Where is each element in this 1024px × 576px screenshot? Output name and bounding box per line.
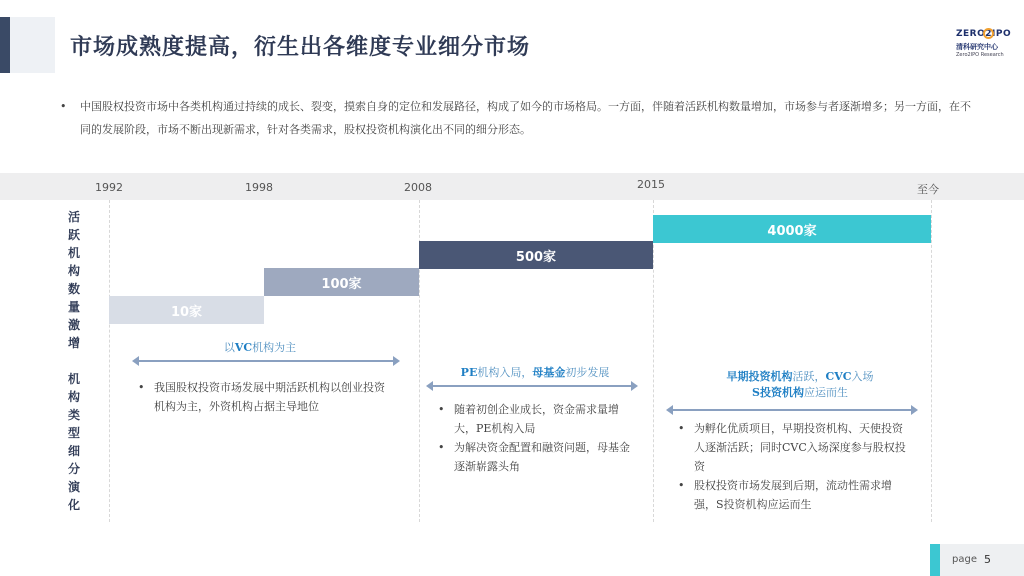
year-1998: 1998 (245, 181, 273, 194)
side-char: 活 (67, 210, 80, 224)
phase-arrow-early (672, 409, 912, 411)
step-4000: 4000家 (653, 215, 931, 243)
page-number: 5 (984, 553, 991, 566)
phase-title-text: 入场 (851, 370, 874, 383)
step-100: 100家 (264, 268, 419, 296)
phase-title-highlight: PE (460, 366, 478, 379)
bullet-item: • 随着初创企业成长，资金需求量增大，PE机构入局 (438, 400, 638, 438)
logo-wordmark: ZERO2IPO (956, 29, 1012, 39)
phase-title-line1 (690, 369, 910, 385)
side-char: 跃 (67, 228, 80, 242)
logo-circle-icon (983, 28, 994, 39)
bullet-item: • 我国股权投资市场发展中期活跃机构以创业投资机构为主，外资机构占据主导地位 (138, 378, 388, 416)
phase-title-text: 以 (223, 341, 235, 354)
phase-title-text: 应运而生 (803, 386, 848, 399)
side-char: 化 (67, 498, 80, 512)
side-char: 演 (67, 480, 80, 494)
phase-title-text: 机构为主 (252, 341, 297, 354)
zero2ipo-logo (950, 26, 1012, 62)
side-char: 激 (67, 318, 80, 332)
step-500: 500家 (419, 241, 653, 269)
year-2015: 2015 (637, 178, 665, 191)
phase-title-early (690, 369, 910, 401)
side-char: 类 (67, 408, 80, 422)
side-char: 型 (67, 426, 80, 440)
phase-title-highlight: CVC (825, 370, 852, 383)
side-char: 机 (67, 372, 80, 386)
phase-title-text: 机构入局， (477, 366, 533, 379)
page-title: 市场成熟度提高，衍生出各维度专业细分市场 (70, 34, 531, 60)
side-label-type-evolution (66, 370, 82, 514)
phase-arrow-pe (432, 385, 632, 387)
guide-line-2015 (653, 200, 654, 522)
side-char: 分 (67, 462, 80, 476)
bullet-item: • 为孵化优质项目，早期投资机构、天使投资人逐渐活跃；同时CVC入场深度参与股权投资 (678, 419, 908, 476)
intro-bullet: • (60, 100, 67, 113)
phase-title-highlight: 母基金 (532, 366, 566, 379)
phase-bullets-early (678, 419, 908, 514)
side-char: 增 (67, 336, 80, 350)
year-present: 至今 (917, 183, 939, 196)
phase-title-pe (430, 364, 640, 380)
side-char: 构 (67, 390, 80, 404)
side-char: 数 (67, 282, 80, 296)
page-label: page (952, 554, 977, 565)
bullet-item: • 股权投资市场发展到后期，流动性需求增强，S投资机构应运而生 (678, 476, 908, 514)
side-char: 细 (67, 444, 80, 458)
phase-title-text: 活跃， (792, 370, 826, 383)
step-10: 10家 (109, 296, 264, 324)
phase-title-highlight: S投资机构 (752, 386, 804, 399)
phase-title-vc (180, 339, 340, 355)
phase-bullets-pe (438, 400, 638, 476)
title-accent-bar (0, 17, 10, 73)
intro-text: 中国股权投资市场中各类机构通过持续的成长、裂变，摸索自身的定位和发展路径，构成了如今的市场格局。一方面，伴随着活跃机构数量增加，市场参与者逐渐增多；另一方面，在不同的发展阶段，市场不断出现新需求，针对各类需求，股权投资机构演化出不同的细分形态。 (80, 100, 971, 136)
phase-bullets-vc (138, 378, 388, 416)
side-char: 机 (67, 246, 80, 260)
side-char: 量 (67, 300, 80, 314)
phase-title-highlight: VC (234, 341, 253, 354)
phase-title-line2 (690, 385, 910, 401)
side-label-active-institutions (66, 208, 82, 352)
year-2008: 2008 (404, 181, 432, 194)
page-accent-bar (930, 544, 940, 576)
logo-cn-text: 清科研究中心 (956, 43, 998, 51)
guide-line-1992 (109, 200, 110, 522)
year-band (0, 173, 1024, 200)
phase-title-highlight: 早期投资机构 (726, 370, 793, 383)
bullet-item: • 为解决资金配置和融资问题，母基金逐渐崭露头角 (438, 438, 638, 476)
guide-line-present (931, 200, 932, 522)
logo-en-text: Zero2IPO Research (956, 52, 1004, 58)
year-1992: 1992 (95, 181, 123, 194)
phase-title-text: 初步发展 (565, 366, 610, 379)
phase-arrow-vc (138, 360, 394, 362)
side-char: 构 (67, 264, 80, 278)
intro-paragraph (62, 95, 972, 141)
